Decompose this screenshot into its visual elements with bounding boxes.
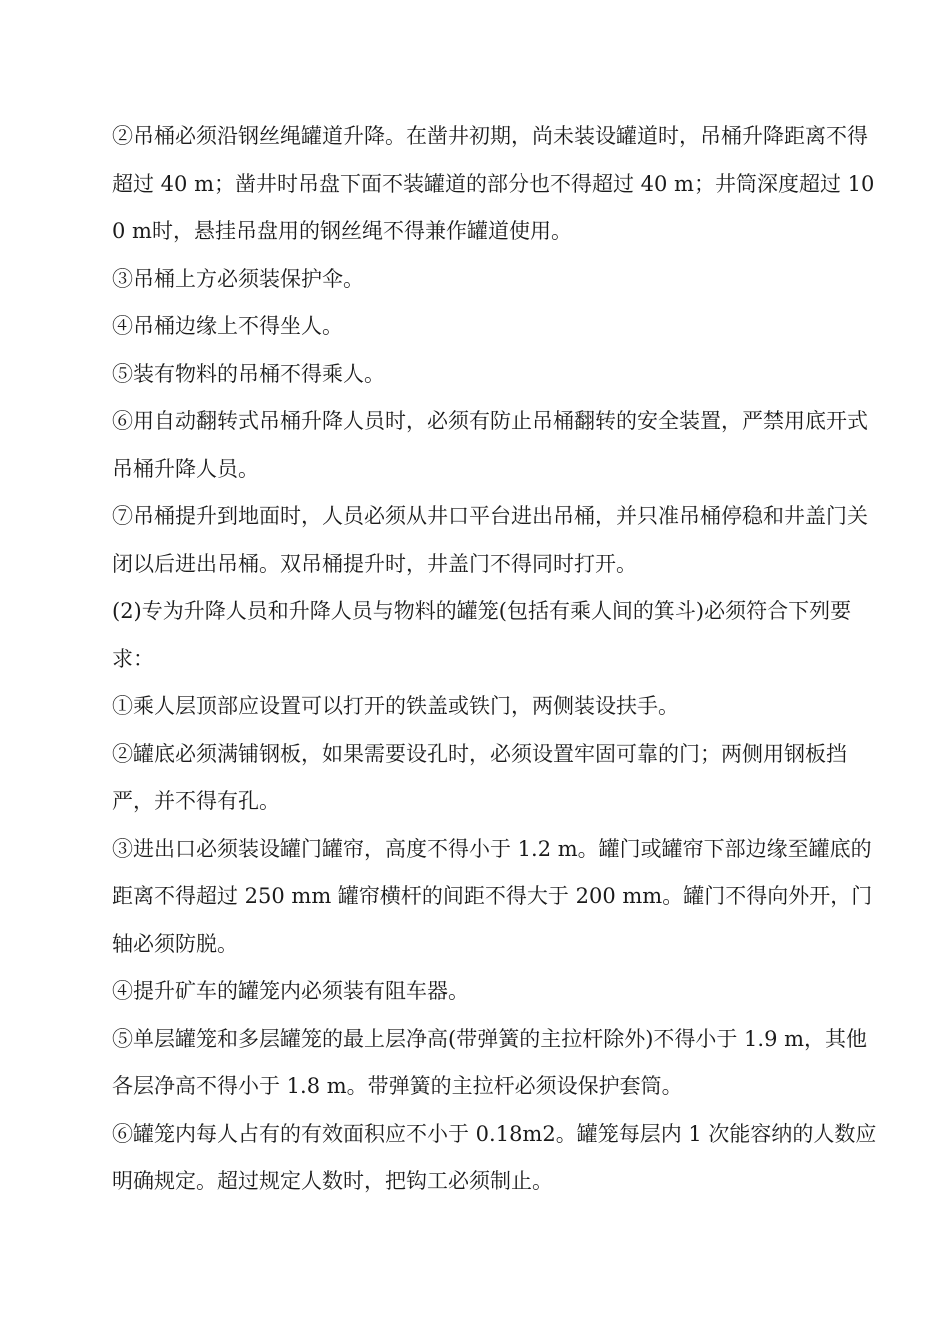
paragraph-bucket-guide-rope: ②吊桶必须沿钢丝绳罐道升降。在凿井初期，尚未装设罐道时，吊桶升降距离不得超过 40 m；凿井时吊盘下面不装罐道的部分也不得超过 40 m；井筒深度超过 100 m时，悬挂吊盘用的钢丝绳不得兼作罐道使用。 xyxy=(112,124,875,243)
paragraph-bucket-edge: ④吊桶边缘上不得坐人。 xyxy=(112,314,343,338)
paragraph-cage-doors: ③进出口必须装设罐门罐帘，高度不得小于 1.2 m。罐门或罐帘下部边缘至罐底的距离不得超过 250 mm 罐帘横杆的间距不得大于 200 mm。罐门不得向外开，门轴必须防脱。 xyxy=(112,836,873,956)
paragraph-cage-requirements: (2)专为升降人员和升降人员与物料的罐笼(包括有乘人间的箕斗)必须符合下列要求： xyxy=(112,599,852,671)
paragraph-cage-roof: ①乘人层顶部应设置可以打开的铁盖或铁门，两侧装设扶手。 xyxy=(112,694,679,718)
paragraph-bucket-auto-tipping: ⑥用自动翻转式吊桶升降人员时，必须有防止吊桶翻转的安全装置，严禁用底开式吊桶升降人员。 xyxy=(112,409,868,481)
paragraph-cage-stopper: ④提升矿车的罐笼内必须装有阻车器。 xyxy=(112,979,469,1003)
paragraph-cage-floor: ②罐底必须满铺钢板，如果需要设孔时，必须设置牢固可靠的门；两侧用钢板挡严，并不得有孔。 xyxy=(112,741,847,813)
paragraph-bucket-umbrella: ③吊桶上方必须装保护伞。 xyxy=(112,266,364,291)
paragraph-bucket-material: ⑤装有物料的吊桶不得乘人。 xyxy=(112,361,385,386)
paragraph-cage-height: ⑤单层罐笼和多层罐笼的最上层净高(带弹簧的主拉杆除外)不得小于 1.9 m，其他各层净高不得小于 1.8 m。带弹簧的主拉杆必须设保护套筒。 xyxy=(112,1026,868,1098)
paragraph-bucket-surface: ⑦吊桶提升到地面时，人员必须从井口平台进出吊桶，并只准吊桶停稳和井盖门关闭以后进出吊桶。双吊桶提升时，井盖门不得同时打开。 xyxy=(112,504,868,576)
document-body xyxy=(112,113,884,1206)
paragraph-cage-area: ⑥罐笼内每人占有的有效面积应不小于 0.18m2。罐笼每层内 1 次能容纳的人数应明确规定。超过规定人数时，把钩工必须制止。 xyxy=(112,1121,877,1193)
